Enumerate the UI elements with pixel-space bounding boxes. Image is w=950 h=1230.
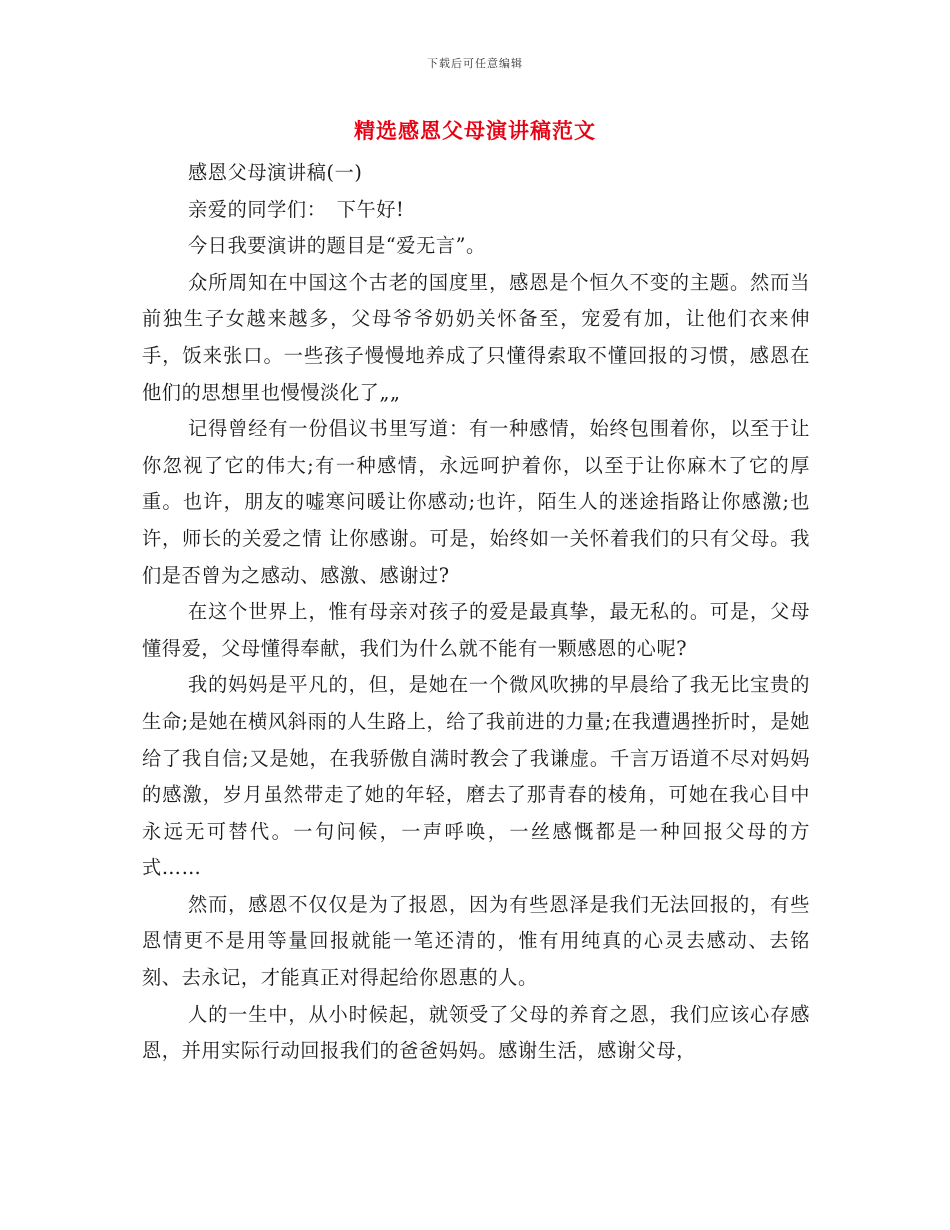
paragraph: 众所周知在中国这个古老的国度里，感恩是个恒久不变的主题。然而当前独生子女越来越多，父母爷爷奶奶关怀备至，宠爱有加，让他们衣来伸手，饭来张口。一些孩子慢慢地养成了只懂得索取不懂回报的习惯，感恩在他们的思想里也慢慢淡化了„„: [142, 270, 810, 404]
paragraph-topic: 今日我要演讲的题目是“爱无言”。: [188, 234, 486, 258]
paragraph: 人的一生中，从小时候起，就领受了父母的养育之恩，我们应该心存感恩，并用实际行动回报我们的爸爸妈妈。感谢生活，感谢父母，: [142, 1002, 810, 1063]
document-title: 精选感恩父母演讲稿范文: [354, 118, 596, 143]
paragraph: 记得曾经有一份倡议书里写道：有一种感情，始终包围着你，以至于让你忽视了它的伟大;有一种感情，永远呵护着你，以至于让你麻木了它的厚重。也许，朋友的嘘寒问暖让你感动;也许，陌生人的迷途指路让你感激;也许，师长的关爱之情 让你感谢。可是，始终如一关怀着我们的只有父母。我们是否曾为之感动、感激、感谢过?: [142, 417, 810, 587]
paragraph-subtitle: 感恩父母演讲稿(一): [188, 161, 363, 184]
page-header-note: 下载后可任意编辑: [427, 57, 523, 70]
paragraph: 在这个世界上，惟有母亲对孩子的爱是最真挚，最无私的。可是，父母懂得爱，父母懂得奉献，我们为什么就不能有一颗感恩的心呢?: [142, 600, 810, 660]
paragraph: 我的妈妈是平凡的，但，是她在一个微风吹拂的早晨给了我无比宝贵的生命;是她在横风斜雨的人生路上，给了我前进的力量;在我遭遇挫折时，是她给了我自信;又是她，在我骄傲自满时教会了我谦虚。千言万语道不尽对妈妈的感激，岁月虽然带走了她的年轻，磨去了那青春的棱角，可她在我心目中永远无可替代。一句问候，一声呼唤，一丝感慨都是一种回报父母的方式……: [142, 673, 810, 880]
paragraph: 然而，感恩不仅仅是为了报恩，因为有些恩泽是我们无法回报的，有些恩情更不是用等量回报就能一笔还清的，惟有用纯真的心灵去感动、去铭刻、去永记，才能真正对得起给你恩惠的人。: [142, 892, 810, 990]
document-body: [142, 155, 810, 1070]
paragraph-greeting: 亲爱的同学们： 下午好!: [188, 197, 405, 221]
